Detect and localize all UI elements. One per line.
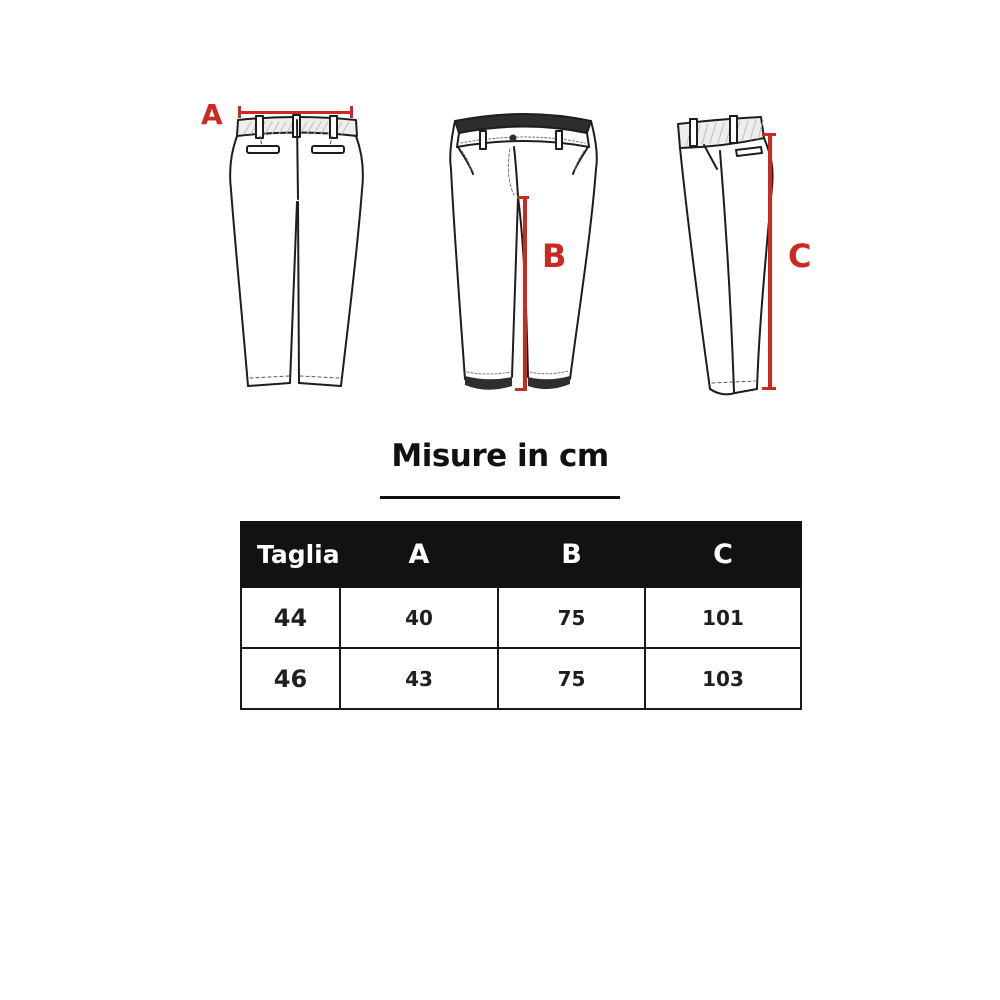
inner-waistband <box>455 114 591 133</box>
page-title: Misure in cm <box>391 438 609 474</box>
measure-tick-a-right <box>350 106 353 118</box>
measure-tick-c-top <box>762 133 776 136</box>
back-pocket <box>312 146 344 153</box>
header-b: B <box>498 522 645 587</box>
pants-back-view-icon <box>200 95 410 415</box>
belt-loop <box>256 116 263 138</box>
hem-shadow <box>465 376 512 390</box>
measure-line-a <box>240 111 352 114</box>
measure-label-b: B <box>542 237 567 275</box>
hem-shadow <box>528 376 570 389</box>
back-pocket <box>247 146 279 153</box>
measure-line-b <box>523 197 527 391</box>
measure-line-c <box>768 134 772 390</box>
front-pocket <box>704 145 717 169</box>
measure-tick-a-left <box>238 106 241 118</box>
cell-size-44: 44 <box>241 587 340 648</box>
table-header-row <box>241 522 801 587</box>
measure-tick-c-bottom <box>762 387 776 390</box>
belt-loop <box>330 116 337 138</box>
header-taglia: Taglia <box>241 522 340 587</box>
measure-label-a: A <box>201 98 223 131</box>
belt-loop <box>730 116 737 143</box>
belt-loop <box>480 131 486 149</box>
table-row <box>241 648 801 709</box>
cell-size-46: 46 <box>241 648 340 709</box>
cell-46-b: 75 <box>498 648 645 709</box>
measure-tick-b-bottom <box>515 388 527 391</box>
measure-label-c: C <box>788 237 812 275</box>
size-chart-table <box>240 521 802 710</box>
measure-tick-b-top <box>517 196 529 199</box>
belt-loop <box>690 119 697 146</box>
cell-44-c: 101 <box>645 587 801 648</box>
cell-46-c: 103 <box>645 648 801 709</box>
belt-loop <box>556 131 562 149</box>
cell-44-a: 40 <box>340 587 498 648</box>
cell-44-b: 75 <box>498 587 645 648</box>
table-row <box>241 587 801 648</box>
waist-button <box>510 135 517 142</box>
cell-46-a: 43 <box>340 648 498 709</box>
header-c: C <box>645 522 801 587</box>
back-pocket <box>736 147 762 156</box>
header-a: A <box>340 522 498 587</box>
title-underline <box>380 496 620 499</box>
